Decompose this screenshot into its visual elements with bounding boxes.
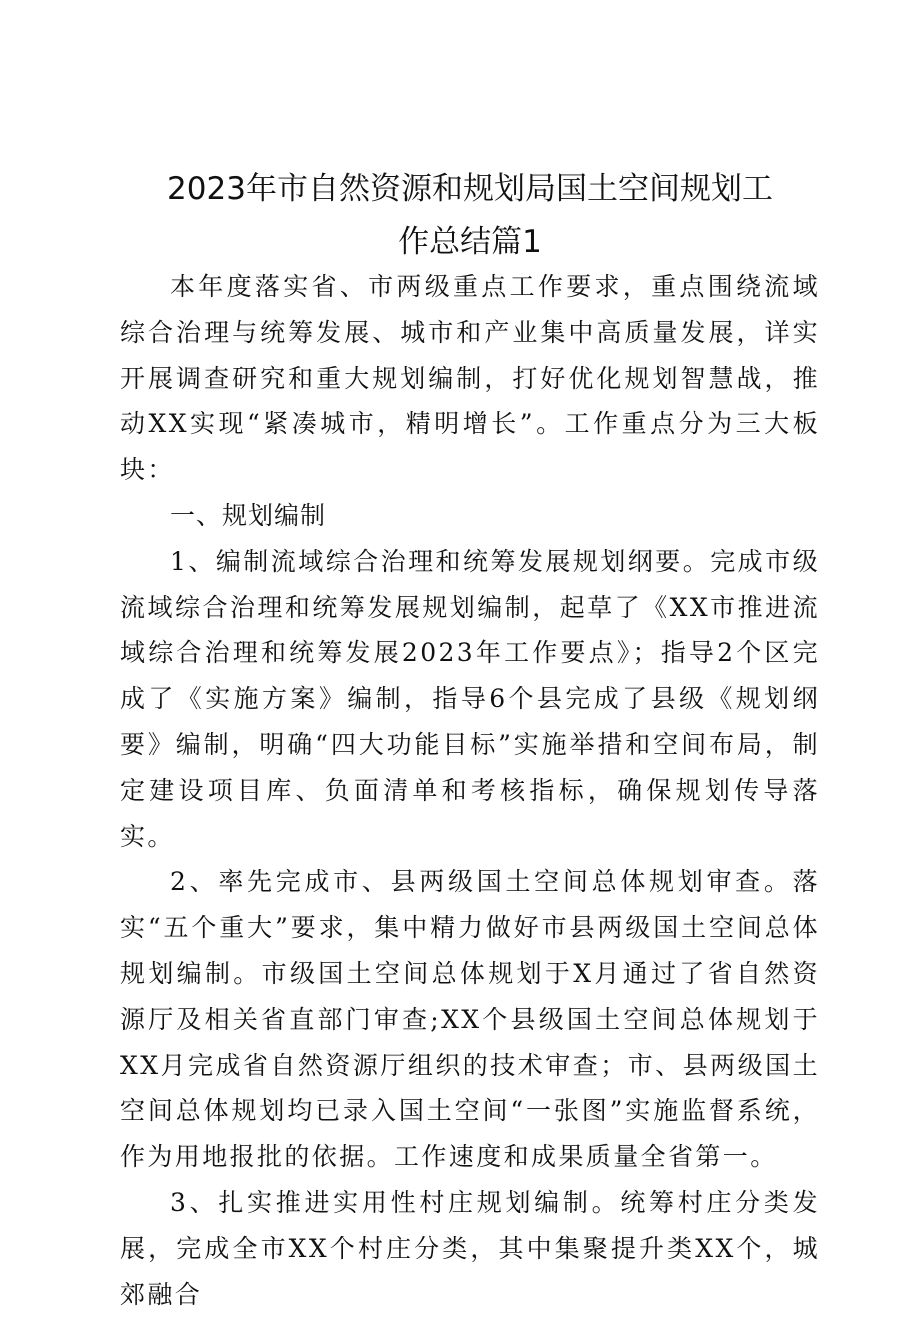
document-body bbox=[120, 264, 820, 1317]
section-heading-planning: 一、规划编制 bbox=[170, 500, 327, 530]
item-paragraph-2: 2、率先完成市、县两级国土空间总体规划审查。落实“五个重大”要求，集中精力做好市县两级国土空间总体规划编制。市级国土空间总体规划于X月通过了省自然资源厅及相关省直部门审查;XX个县级国土空间总体规划于XX月完成省自然资源厅组织的技术审查；市、县两级国土空间总体规划均已录入国土空间“一张图”实施监督系统，作为用地报批的依据。工作速度和成果质量全省第一。 bbox=[120, 867, 820, 1172]
intro-paragraph: 本年度落实省、市两级重点工作要求，重点围绕流域综合治理与统筹发展、城市和产业集中高质量发展，详实开展调查研究和重大规划编制，打好优化规划智慧战，推动XX实现“紧凑城市，精明增长”。工作重点分为三大板块： bbox=[120, 272, 820, 485]
document-title-line-2: 作总结篇1 bbox=[398, 224, 542, 260]
document-title-line-1: 2023年市自然资源和规划局国土空间规划工 bbox=[167, 171, 773, 207]
item-paragraph-1: 1、编制流域综合治理和统筹发展规划纲要。完成市级流域综合治理和统筹发展规划编制，起草了《XX市推进流域综合治理和统筹发展2023年工作要点》；指导2个区完成了《实施方案》编制，指导6个县完成了县级《规划纲要》编制，明确“四大功能目标”实施举措和空间布局，制定建设项目库、负面清单和考核指标，确保规划传导落实。 bbox=[120, 546, 820, 851]
item-paragraph-3: 3、扎实推进实用性村庄规划编制。统筹村庄分类发展，完成全市XX个村庄分类，其中集聚提升类XX个，城郊融合 bbox=[120, 1187, 820, 1309]
